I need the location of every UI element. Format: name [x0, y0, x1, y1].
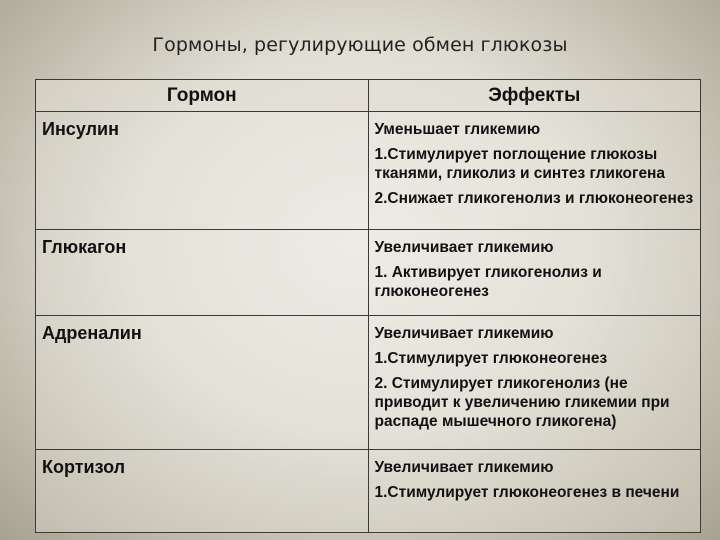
effect-text: 2. Стимулирует гликогенолиз (не приводит к увеличению гликемии при распаде мышечного гликогена) — [374, 375, 670, 430]
effect-text: 1.Стимулирует глюконеогенез в печени — [374, 484, 680, 501]
effect-text: Увеличивает гликемию — [374, 459, 554, 476]
effect-text: 1. Активирует гликогенолиз и глюконеогенез — [374, 264, 602, 300]
hormone-name: Инсулин — [36, 112, 369, 230]
table-row — [36, 230, 701, 316]
effect-text: 1.Стимулирует поглощение глюкозы тканями, гликолиз и синтез гликогена — [374, 146, 666, 182]
hormone-name: Глюкагон — [36, 230, 369, 316]
table-row — [36, 112, 701, 230]
hormones-table — [35, 79, 701, 533]
table-row — [36, 316, 701, 450]
hormone-name: Кортизол — [36, 450, 369, 533]
slide-title: Гормоны, регулирующие обмен глюкозы — [152, 34, 568, 56]
effect-text: Уменьшает гликемию — [374, 121, 541, 138]
effects-cell — [368, 112, 701, 230]
header-hormone: Гормон — [36, 80, 369, 112]
table-header-row — [36, 80, 701, 112]
effects-cell — [368, 450, 701, 533]
header-effects: Эффекты — [368, 80, 701, 112]
effects-cell — [368, 230, 701, 316]
hormone-name: Адреналин — [36, 316, 369, 450]
effect-text: 2.Снижает гликогенолиз и глюконеогенез — [374, 190, 694, 207]
effect-text: Увеличивает гликемию — [374, 325, 554, 342]
effect-text: Увеличивает гликемию — [374, 239, 554, 256]
effect-text: 1.Стимулирует глюконеогенез — [374, 350, 608, 367]
effects-cell — [368, 316, 701, 450]
table-row — [36, 450, 701, 533]
